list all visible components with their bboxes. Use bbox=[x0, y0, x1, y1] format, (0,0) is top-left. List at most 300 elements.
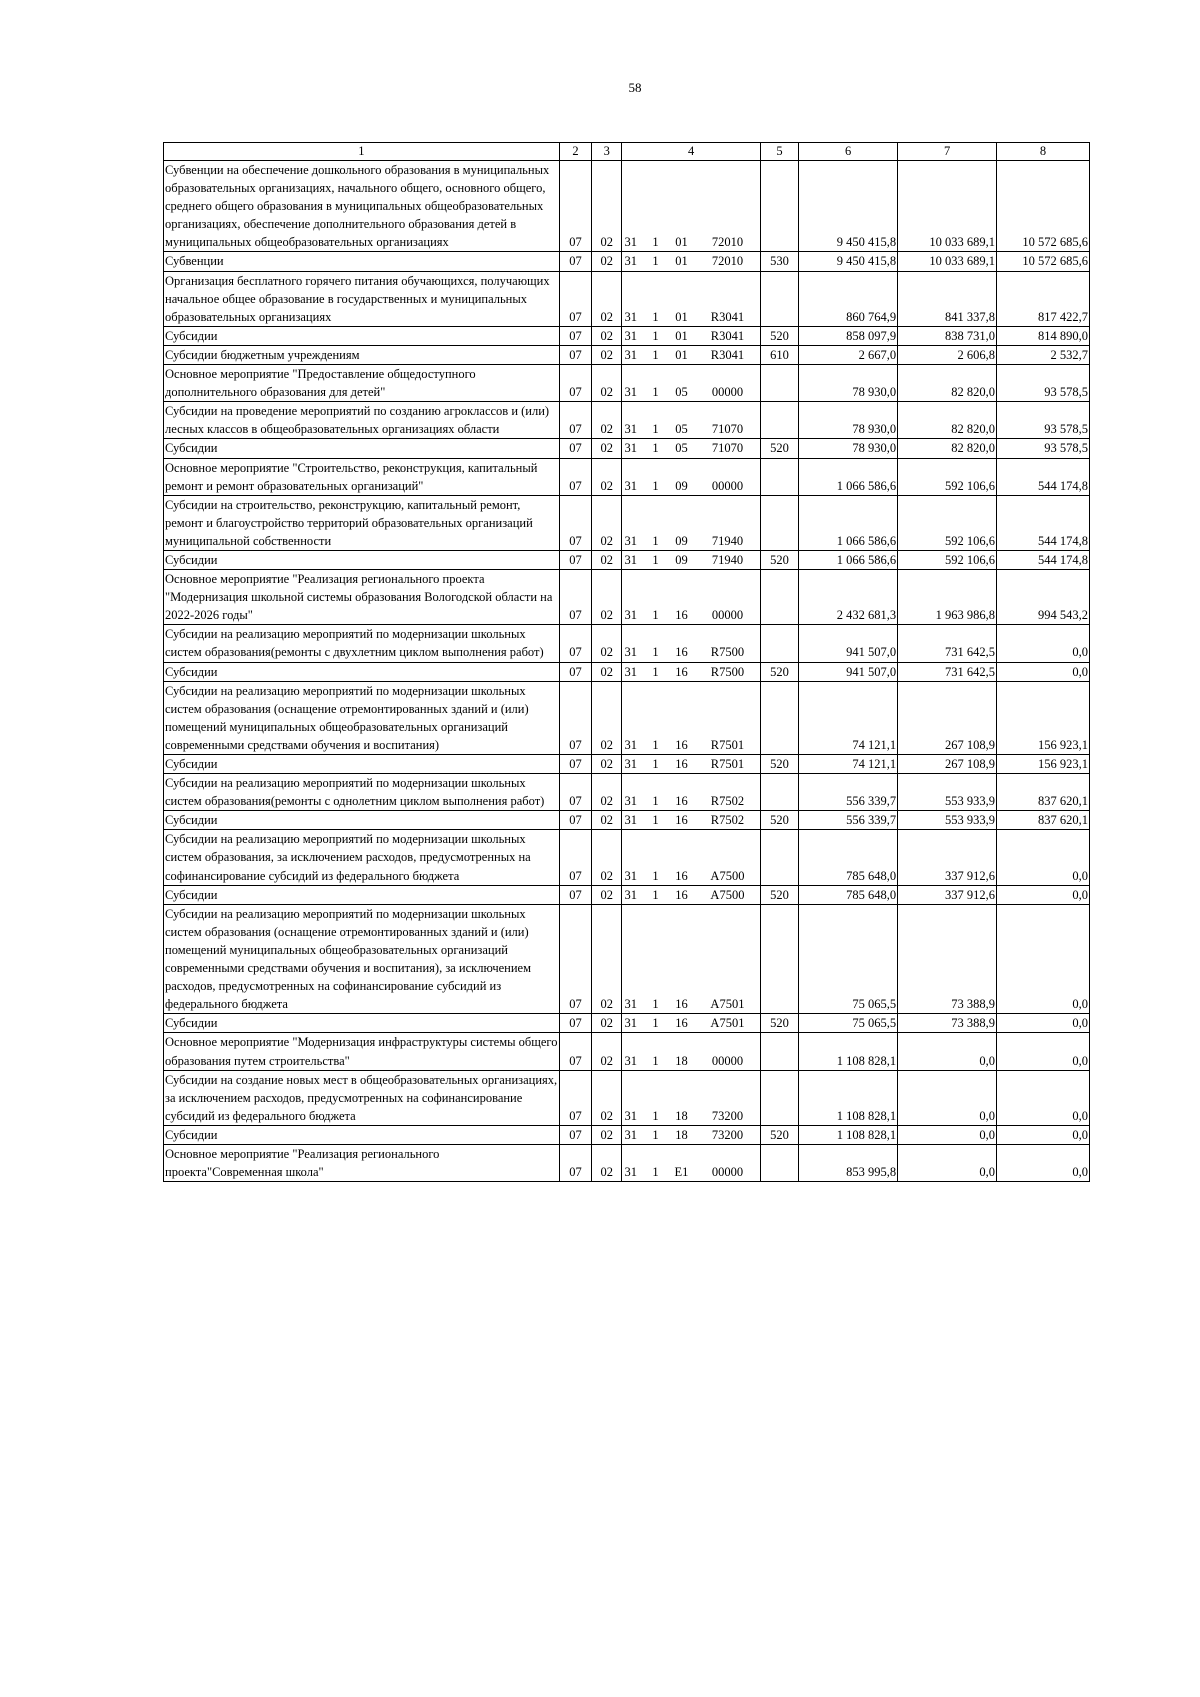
row-amount-year-2: 267 108,9 bbox=[898, 755, 997, 774]
row-amount-year-3: 10 572 685,6 bbox=[997, 252, 1090, 271]
code-program: 31 bbox=[624, 645, 637, 660]
row-amount-year-2: 0,0 bbox=[898, 1144, 997, 1181]
code-direction: 72010 bbox=[711, 235, 744, 250]
row-target-code bbox=[622, 1125, 760, 1144]
code-direction: 73200 bbox=[711, 1127, 744, 1142]
row-name: Субсидии на реализацию мероприятий по модернизации школьных систем образования (оснащение отремонтированных зданий и (или) помещений муниципальных общеобразовательных организаций современными средствами обучения и воспитания), за исключением расходов, предусмотренных на софинансирование субсидий из федерального бюджета bbox=[164, 904, 560, 1014]
table-row bbox=[164, 161, 1090, 252]
code-program: 31 bbox=[624, 1053, 637, 1068]
code-program: 31 bbox=[624, 664, 637, 679]
code-subprogram: 1 bbox=[652, 887, 659, 902]
code-event: 05 bbox=[675, 385, 688, 400]
code-direction: R3041 bbox=[710, 347, 745, 362]
code-direction: 71070 bbox=[711, 441, 744, 456]
row-section: 07 bbox=[559, 550, 591, 569]
table-row bbox=[164, 1125, 1090, 1144]
row-name: Субвенции на обеспечение дошкольного образования в муниципальных образовательных организациях, начального общего, основного общего, среднего общего образования в муниципальных общеобразовательных организациях, обеспечение дополнительного образования детей в муниципальных общеобразовательных организациях bbox=[164, 161, 560, 252]
row-expense-type: 520 bbox=[760, 662, 798, 681]
row-amount-year-2: 0,0 bbox=[898, 1125, 997, 1144]
row-section: 07 bbox=[559, 326, 591, 345]
row-target-code bbox=[622, 1014, 760, 1033]
row-section: 07 bbox=[559, 495, 591, 550]
code-event: 18 bbox=[675, 1108, 688, 1123]
table-row bbox=[164, 365, 1090, 402]
row-section: 07 bbox=[559, 345, 591, 364]
row-amount-year-1: 75 065,5 bbox=[799, 904, 898, 1014]
code-subprogram: 1 bbox=[652, 645, 659, 660]
code-program: 31 bbox=[624, 608, 637, 623]
table-row bbox=[164, 755, 1090, 774]
code-subprogram: 1 bbox=[652, 1016, 659, 1031]
code-direction: A7501 bbox=[710, 997, 745, 1012]
code-direction: R7501 bbox=[710, 737, 745, 752]
code-program: 31 bbox=[624, 235, 637, 250]
table-row bbox=[164, 830, 1090, 885]
code-direction: R7500 bbox=[710, 664, 745, 679]
row-name: Субсидии bbox=[164, 1125, 560, 1144]
code-event: 16 bbox=[675, 868, 688, 883]
row-amount-year-2: 73 388,9 bbox=[898, 904, 997, 1014]
row-subsection: 02 bbox=[592, 625, 622, 662]
row-name: Субвенции bbox=[164, 252, 560, 271]
row-target-code bbox=[622, 904, 760, 1014]
row-amount-year-2: 267 108,9 bbox=[898, 681, 997, 754]
code-subprogram: 1 bbox=[652, 664, 659, 679]
table-row bbox=[164, 439, 1090, 458]
code-direction: 73200 bbox=[711, 1108, 744, 1123]
row-expense-type bbox=[760, 365, 798, 402]
row-amount-year-3: 93 578,5 bbox=[997, 402, 1090, 439]
row-expense-type bbox=[760, 830, 798, 885]
row-target-code bbox=[622, 252, 760, 271]
row-amount-year-2: 82 820,0 bbox=[898, 402, 997, 439]
row-amount-year-3: 0,0 bbox=[997, 1014, 1090, 1033]
code-program: 31 bbox=[624, 737, 637, 752]
code-event: 16 bbox=[675, 664, 688, 679]
row-subsection: 02 bbox=[592, 161, 622, 252]
code-program: 31 bbox=[624, 1165, 637, 1180]
code-subprogram: 1 bbox=[652, 868, 659, 883]
row-expense-type bbox=[760, 458, 798, 495]
row-amount-year-3: 544 174,8 bbox=[997, 550, 1090, 569]
code-subprogram: 1 bbox=[652, 533, 659, 548]
table-row bbox=[164, 681, 1090, 754]
code-subprogram: 1 bbox=[652, 757, 659, 771]
table-row bbox=[164, 550, 1090, 569]
table-row bbox=[164, 811, 1090, 830]
row-amount-year-3: 0,0 bbox=[997, 1144, 1090, 1181]
table-row bbox=[164, 904, 1090, 1014]
row-amount-year-2: 0,0 bbox=[898, 1033, 997, 1070]
row-subsection: 02 bbox=[592, 904, 622, 1014]
code-program: 31 bbox=[624, 1108, 637, 1123]
row-target-code bbox=[622, 345, 760, 364]
row-name: Субсидии bbox=[164, 326, 560, 345]
table-row bbox=[164, 1014, 1090, 1033]
code-subprogram: 1 bbox=[652, 1108, 659, 1123]
row-amount-year-1: 1 108 828,1 bbox=[799, 1125, 898, 1144]
row-amount-year-1: 860 764,9 bbox=[799, 271, 898, 326]
code-subprogram: 1 bbox=[652, 235, 659, 250]
row-section: 07 bbox=[559, 774, 591, 811]
row-name: Субсидии на реализацию мероприятий по модернизации школьных систем образования(ремонты с однолетним циклом выполнения работ) bbox=[164, 774, 560, 811]
row-expense-type bbox=[760, 1070, 798, 1125]
row-name: Субсидии на создание новых мест в общеобразовательных организациях, за исключением расходов, предусмотренных на софинансирование субсидий из федерального бюджета bbox=[164, 1070, 560, 1125]
code-event: 05 bbox=[675, 422, 688, 437]
row-amount-year-2: 10 033 689,1 bbox=[898, 252, 997, 271]
header-col-6: 6 bbox=[799, 143, 898, 161]
code-subprogram: 1 bbox=[652, 309, 659, 324]
row-amount-year-1: 1 066 586,6 bbox=[799, 550, 898, 569]
table-row bbox=[164, 458, 1090, 495]
code-program: 31 bbox=[624, 1127, 637, 1142]
row-amount-year-3: 837 620,1 bbox=[997, 811, 1090, 830]
row-amount-year-1: 9 450 415,8 bbox=[799, 161, 898, 252]
row-name: Основное мероприятие "Реализация регионального проекта "Модернизация школьной системы образования Вологодской области на 2022-2026 годы" bbox=[164, 570, 560, 625]
row-amount-year-2: 841 337,8 bbox=[898, 271, 997, 326]
code-subprogram: 1 bbox=[652, 347, 659, 362]
row-amount-year-1: 2 667,0 bbox=[799, 345, 898, 364]
code-event: 16 bbox=[675, 757, 688, 771]
code-event: 05 bbox=[675, 441, 688, 456]
row-target-code bbox=[622, 1033, 760, 1070]
row-amount-year-2: 82 820,0 bbox=[898, 365, 997, 402]
code-direction: 00000 bbox=[711, 1165, 744, 1180]
row-target-code bbox=[622, 755, 760, 774]
code-event: E1 bbox=[674, 1165, 689, 1180]
row-name: Основное мероприятие "Модернизация инфраструктуры системы общего образования путем строительства" bbox=[164, 1033, 560, 1070]
row-amount-year-1: 78 930,0 bbox=[799, 402, 898, 439]
code-program: 31 bbox=[624, 887, 637, 902]
row-subsection: 02 bbox=[592, 550, 622, 569]
row-amount-year-1: 1 066 586,6 bbox=[799, 458, 898, 495]
code-direction: 00000 bbox=[711, 1053, 744, 1068]
code-subprogram: 1 bbox=[652, 1165, 659, 1180]
row-subsection: 02 bbox=[592, 1125, 622, 1144]
table-row bbox=[164, 1144, 1090, 1181]
row-section: 07 bbox=[559, 662, 591, 681]
row-subsection: 02 bbox=[592, 830, 622, 885]
row-name: Основное мероприятие "Реализация регионального проекта"Современная школа" bbox=[164, 1144, 560, 1181]
code-program: 31 bbox=[624, 757, 637, 771]
row-target-code bbox=[622, 662, 760, 681]
row-amount-year-3: 544 174,8 bbox=[997, 495, 1090, 550]
row-amount-year-2: 553 933,9 bbox=[898, 811, 997, 830]
row-amount-year-1: 9 450 415,8 bbox=[799, 252, 898, 271]
row-expense-type bbox=[760, 774, 798, 811]
code-direction: A7500 bbox=[710, 868, 745, 883]
code-direction: R7502 bbox=[710, 813, 745, 828]
row-amount-year-3: 994 543,2 bbox=[997, 570, 1090, 625]
row-amount-year-1: 74 121,1 bbox=[799, 755, 898, 774]
row-name: Субсидии на строительство, реконструкцию, капитальный ремонт, ремонт и благоустройство территорий образовательных организаций муниципальной собственности bbox=[164, 495, 560, 550]
row-expense-type: 520 bbox=[760, 1014, 798, 1033]
row-section: 07 bbox=[559, 458, 591, 495]
code-direction: A7501 bbox=[710, 1016, 745, 1031]
code-direction: R3041 bbox=[710, 309, 745, 324]
row-target-code bbox=[622, 458, 760, 495]
row-expense-type: 520 bbox=[760, 1125, 798, 1144]
budget-table bbox=[163, 142, 1090, 1182]
code-event: 16 bbox=[675, 737, 688, 752]
row-section: 07 bbox=[559, 1070, 591, 1125]
row-amount-year-1: 78 930,0 bbox=[799, 439, 898, 458]
row-amount-year-1: 785 648,0 bbox=[799, 885, 898, 904]
row-amount-year-2: 82 820,0 bbox=[898, 439, 997, 458]
code-event: 16 bbox=[675, 794, 688, 809]
row-section: 07 bbox=[559, 755, 591, 774]
code-program: 31 bbox=[624, 794, 637, 809]
row-amount-year-1: 78 930,0 bbox=[799, 365, 898, 402]
table-row bbox=[164, 345, 1090, 364]
table-row bbox=[164, 625, 1090, 662]
table-row bbox=[164, 326, 1090, 345]
row-target-code bbox=[622, 326, 760, 345]
header-col-8: 8 bbox=[997, 143, 1090, 161]
code-subprogram: 1 bbox=[652, 422, 659, 437]
code-event: 09 bbox=[675, 533, 688, 548]
row-expense-type: 520 bbox=[760, 885, 798, 904]
row-amount-year-3: 0,0 bbox=[997, 830, 1090, 885]
row-amount-year-3: 0,0 bbox=[997, 1125, 1090, 1144]
code-event: 16 bbox=[675, 887, 688, 902]
code-event: 16 bbox=[675, 645, 688, 660]
code-subprogram: 1 bbox=[652, 328, 659, 343]
row-name: Основное мероприятие "Предоставление общедоступного дополнительного образования для детей" bbox=[164, 365, 560, 402]
row-amount-year-2: 592 106,6 bbox=[898, 495, 997, 550]
row-name: Субсидии на реализацию мероприятий по модернизации школьных систем образования, за исключением расходов, предусмотренных на софинансирование субсидий из федерального бюджета bbox=[164, 830, 560, 885]
row-target-code bbox=[622, 439, 760, 458]
table-row bbox=[164, 271, 1090, 326]
code-event: 01 bbox=[675, 347, 688, 362]
row-section: 07 bbox=[559, 1014, 591, 1033]
row-expense-type bbox=[760, 1144, 798, 1181]
row-section: 07 bbox=[559, 811, 591, 830]
row-target-code bbox=[622, 570, 760, 625]
code-direction: 00000 bbox=[711, 608, 744, 623]
row-name: Организация бесплатного горячего питания обучающихся, получающих начальное общее образование в государственных и муниципальных образовательных организациях bbox=[164, 271, 560, 326]
code-event: 09 bbox=[675, 478, 688, 493]
row-section: 07 bbox=[559, 625, 591, 662]
code-program: 31 bbox=[624, 868, 637, 883]
row-amount-year-3: 0,0 bbox=[997, 625, 1090, 662]
row-amount-year-2: 73 388,9 bbox=[898, 1014, 997, 1033]
row-section: 07 bbox=[559, 252, 591, 271]
row-amount-year-2: 10 033 689,1 bbox=[898, 161, 997, 252]
code-event: 18 bbox=[675, 1053, 688, 1068]
row-amount-year-3: 0,0 bbox=[997, 1033, 1090, 1070]
row-amount-year-2: 1 963 986,8 bbox=[898, 570, 997, 625]
code-subprogram: 1 bbox=[652, 1127, 659, 1142]
code-direction: R7501 bbox=[710, 757, 745, 771]
row-name: Субсидии на реализацию мероприятий по модернизации школьных систем образования (оснащение отремонтированных зданий и (или) помещений муниципальных общеобразовательных организаций современными средствами обучения и воспитания) bbox=[164, 681, 560, 754]
code-program: 31 bbox=[624, 385, 637, 400]
row-name: Субсидии на реализацию мероприятий по модернизации школьных систем образования(ремонты с двухлетним циклом выполнения работ) bbox=[164, 625, 560, 662]
row-subsection: 02 bbox=[592, 662, 622, 681]
row-name: Субсидии bbox=[164, 662, 560, 681]
row-amount-year-3: 814 890,0 bbox=[997, 326, 1090, 345]
row-amount-year-1: 785 648,0 bbox=[799, 830, 898, 885]
row-expense-type bbox=[760, 904, 798, 1014]
row-subsection: 02 bbox=[592, 458, 622, 495]
code-subprogram: 1 bbox=[652, 441, 659, 456]
row-subsection: 02 bbox=[592, 755, 622, 774]
row-amount-year-2: 731 642,5 bbox=[898, 625, 997, 662]
code-program: 31 bbox=[624, 813, 637, 828]
code-subprogram: 1 bbox=[652, 1053, 659, 1068]
row-target-code bbox=[622, 365, 760, 402]
row-amount-year-3: 93 578,5 bbox=[997, 365, 1090, 402]
row-amount-year-3: 93 578,5 bbox=[997, 439, 1090, 458]
row-name: Субсидии bbox=[164, 439, 560, 458]
header-col-5: 5 bbox=[760, 143, 798, 161]
code-event: 01 bbox=[675, 328, 688, 343]
code-subprogram: 1 bbox=[652, 813, 659, 828]
row-subsection: 02 bbox=[592, 1033, 622, 1070]
code-program: 31 bbox=[624, 347, 637, 362]
row-expense-type: 520 bbox=[760, 439, 798, 458]
code-program: 31 bbox=[624, 254, 637, 269]
code-subprogram: 1 bbox=[652, 608, 659, 623]
row-subsection: 02 bbox=[592, 252, 622, 271]
row-amount-year-1: 1 108 828,1 bbox=[799, 1033, 898, 1070]
row-section: 07 bbox=[559, 885, 591, 904]
row-name: Субсидии bbox=[164, 755, 560, 774]
row-target-code bbox=[622, 1144, 760, 1181]
row-target-code bbox=[622, 495, 760, 550]
row-name: Субсидии бюджетным учреждениям bbox=[164, 345, 560, 364]
row-name: Субсидии bbox=[164, 550, 560, 569]
row-expense-type bbox=[760, 271, 798, 326]
code-direction: 71070 bbox=[711, 422, 744, 437]
row-amount-year-1: 74 121,1 bbox=[799, 681, 898, 754]
row-amount-year-2: 592 106,6 bbox=[898, 458, 997, 495]
code-event: 18 bbox=[675, 1127, 688, 1142]
code-subprogram: 1 bbox=[652, 794, 659, 809]
code-direction: 71940 bbox=[711, 552, 744, 567]
row-subsection: 02 bbox=[592, 402, 622, 439]
code-event: 01 bbox=[675, 309, 688, 324]
code-program: 31 bbox=[624, 1016, 637, 1031]
row-amount-year-3: 156 923,1 bbox=[997, 681, 1090, 754]
row-amount-year-1: 556 339,7 bbox=[799, 811, 898, 830]
row-subsection: 02 bbox=[592, 345, 622, 364]
row-amount-year-1: 2 432 681,3 bbox=[799, 570, 898, 625]
row-amount-year-2: 592 106,6 bbox=[898, 550, 997, 569]
code-program: 31 bbox=[624, 328, 637, 343]
row-amount-year-1: 853 995,8 bbox=[799, 1144, 898, 1181]
row-amount-year-3: 0,0 bbox=[997, 885, 1090, 904]
table-row bbox=[164, 1033, 1090, 1070]
row-expense-type bbox=[760, 1033, 798, 1070]
row-amount-year-3: 817 422,7 bbox=[997, 271, 1090, 326]
code-program: 31 bbox=[624, 997, 637, 1012]
header-col-3: 3 bbox=[592, 143, 622, 161]
row-expense-type: 520 bbox=[760, 755, 798, 774]
row-subsection: 02 bbox=[592, 495, 622, 550]
code-event: 09 bbox=[675, 552, 688, 567]
row-section: 07 bbox=[559, 904, 591, 1014]
row-expense-type: 520 bbox=[760, 811, 798, 830]
row-amount-year-2: 731 642,5 bbox=[898, 662, 997, 681]
row-section: 07 bbox=[559, 681, 591, 754]
table-header-row bbox=[164, 143, 1090, 161]
table-row bbox=[164, 1070, 1090, 1125]
code-subprogram: 1 bbox=[652, 478, 659, 493]
row-amount-year-1: 75 065,5 bbox=[799, 1014, 898, 1033]
row-subsection: 02 bbox=[592, 365, 622, 402]
row-name: Субсидии bbox=[164, 811, 560, 830]
code-program: 31 bbox=[624, 441, 637, 456]
code-program: 31 bbox=[624, 533, 637, 548]
row-target-code bbox=[622, 161, 760, 252]
code-program: 31 bbox=[624, 478, 637, 493]
row-target-code bbox=[622, 402, 760, 439]
table-row bbox=[164, 885, 1090, 904]
code-subprogram: 1 bbox=[652, 385, 659, 400]
row-expense-type bbox=[760, 570, 798, 625]
header-col-7: 7 bbox=[898, 143, 997, 161]
row-section: 07 bbox=[559, 1125, 591, 1144]
row-amount-year-2: 337 912,6 bbox=[898, 885, 997, 904]
row-amount-year-3: 10 572 685,6 bbox=[997, 161, 1090, 252]
header-col-4: 4 bbox=[622, 143, 760, 161]
code-subprogram: 1 bbox=[652, 737, 659, 752]
row-target-code bbox=[622, 681, 760, 754]
row-amount-year-3: 2 532,7 bbox=[997, 345, 1090, 364]
code-program: 31 bbox=[624, 309, 637, 324]
row-subsection: 02 bbox=[592, 681, 622, 754]
code-direction: A7500 bbox=[710, 887, 745, 902]
row-expense-type bbox=[760, 402, 798, 439]
row-section: 07 bbox=[559, 1144, 591, 1181]
code-direction: R7502 bbox=[710, 794, 745, 809]
row-target-code bbox=[622, 625, 760, 662]
header-col-1: 1 bbox=[164, 143, 560, 161]
row-amount-year-2: 838 731,0 bbox=[898, 326, 997, 345]
code-subprogram: 1 bbox=[652, 997, 659, 1012]
table-row bbox=[164, 495, 1090, 550]
row-amount-year-1: 1 108 828,1 bbox=[799, 1070, 898, 1125]
code-event: 16 bbox=[675, 608, 688, 623]
row-expense-type bbox=[760, 161, 798, 252]
row-subsection: 02 bbox=[592, 271, 622, 326]
code-event: 16 bbox=[675, 997, 688, 1012]
row-expense-type bbox=[760, 681, 798, 754]
row-amount-year-2: 2 606,8 bbox=[898, 345, 997, 364]
row-name: Основное мероприятие "Строительство, реконструкция, капитальный ремонт и ремонт образовательных организаций" bbox=[164, 458, 560, 495]
row-expense-type: 520 bbox=[760, 326, 798, 345]
row-amount-year-2: 0,0 bbox=[898, 1070, 997, 1125]
row-target-code bbox=[622, 811, 760, 830]
row-amount-year-3: 0,0 bbox=[997, 904, 1090, 1014]
row-subsection: 02 bbox=[592, 811, 622, 830]
row-subsection: 02 bbox=[592, 1144, 622, 1181]
row-amount-year-3: 544 174,8 bbox=[997, 458, 1090, 495]
row-amount-year-3: 837 620,1 bbox=[997, 774, 1090, 811]
row-section: 07 bbox=[559, 365, 591, 402]
row-name: Субсидии bbox=[164, 1014, 560, 1033]
table-row bbox=[164, 402, 1090, 439]
row-expense-type: 530 bbox=[760, 252, 798, 271]
code-program: 31 bbox=[624, 422, 637, 437]
row-expense-type: 520 bbox=[760, 550, 798, 569]
row-amount-year-2: 553 933,9 bbox=[898, 774, 997, 811]
code-direction: 00000 bbox=[711, 478, 744, 493]
row-name: Субсидии на проведение мероприятий по созданию агроклассов и (или) лесных классов в общеобразовательных организациях области bbox=[164, 402, 560, 439]
code-direction: R7500 bbox=[710, 645, 745, 660]
row-target-code bbox=[622, 550, 760, 569]
